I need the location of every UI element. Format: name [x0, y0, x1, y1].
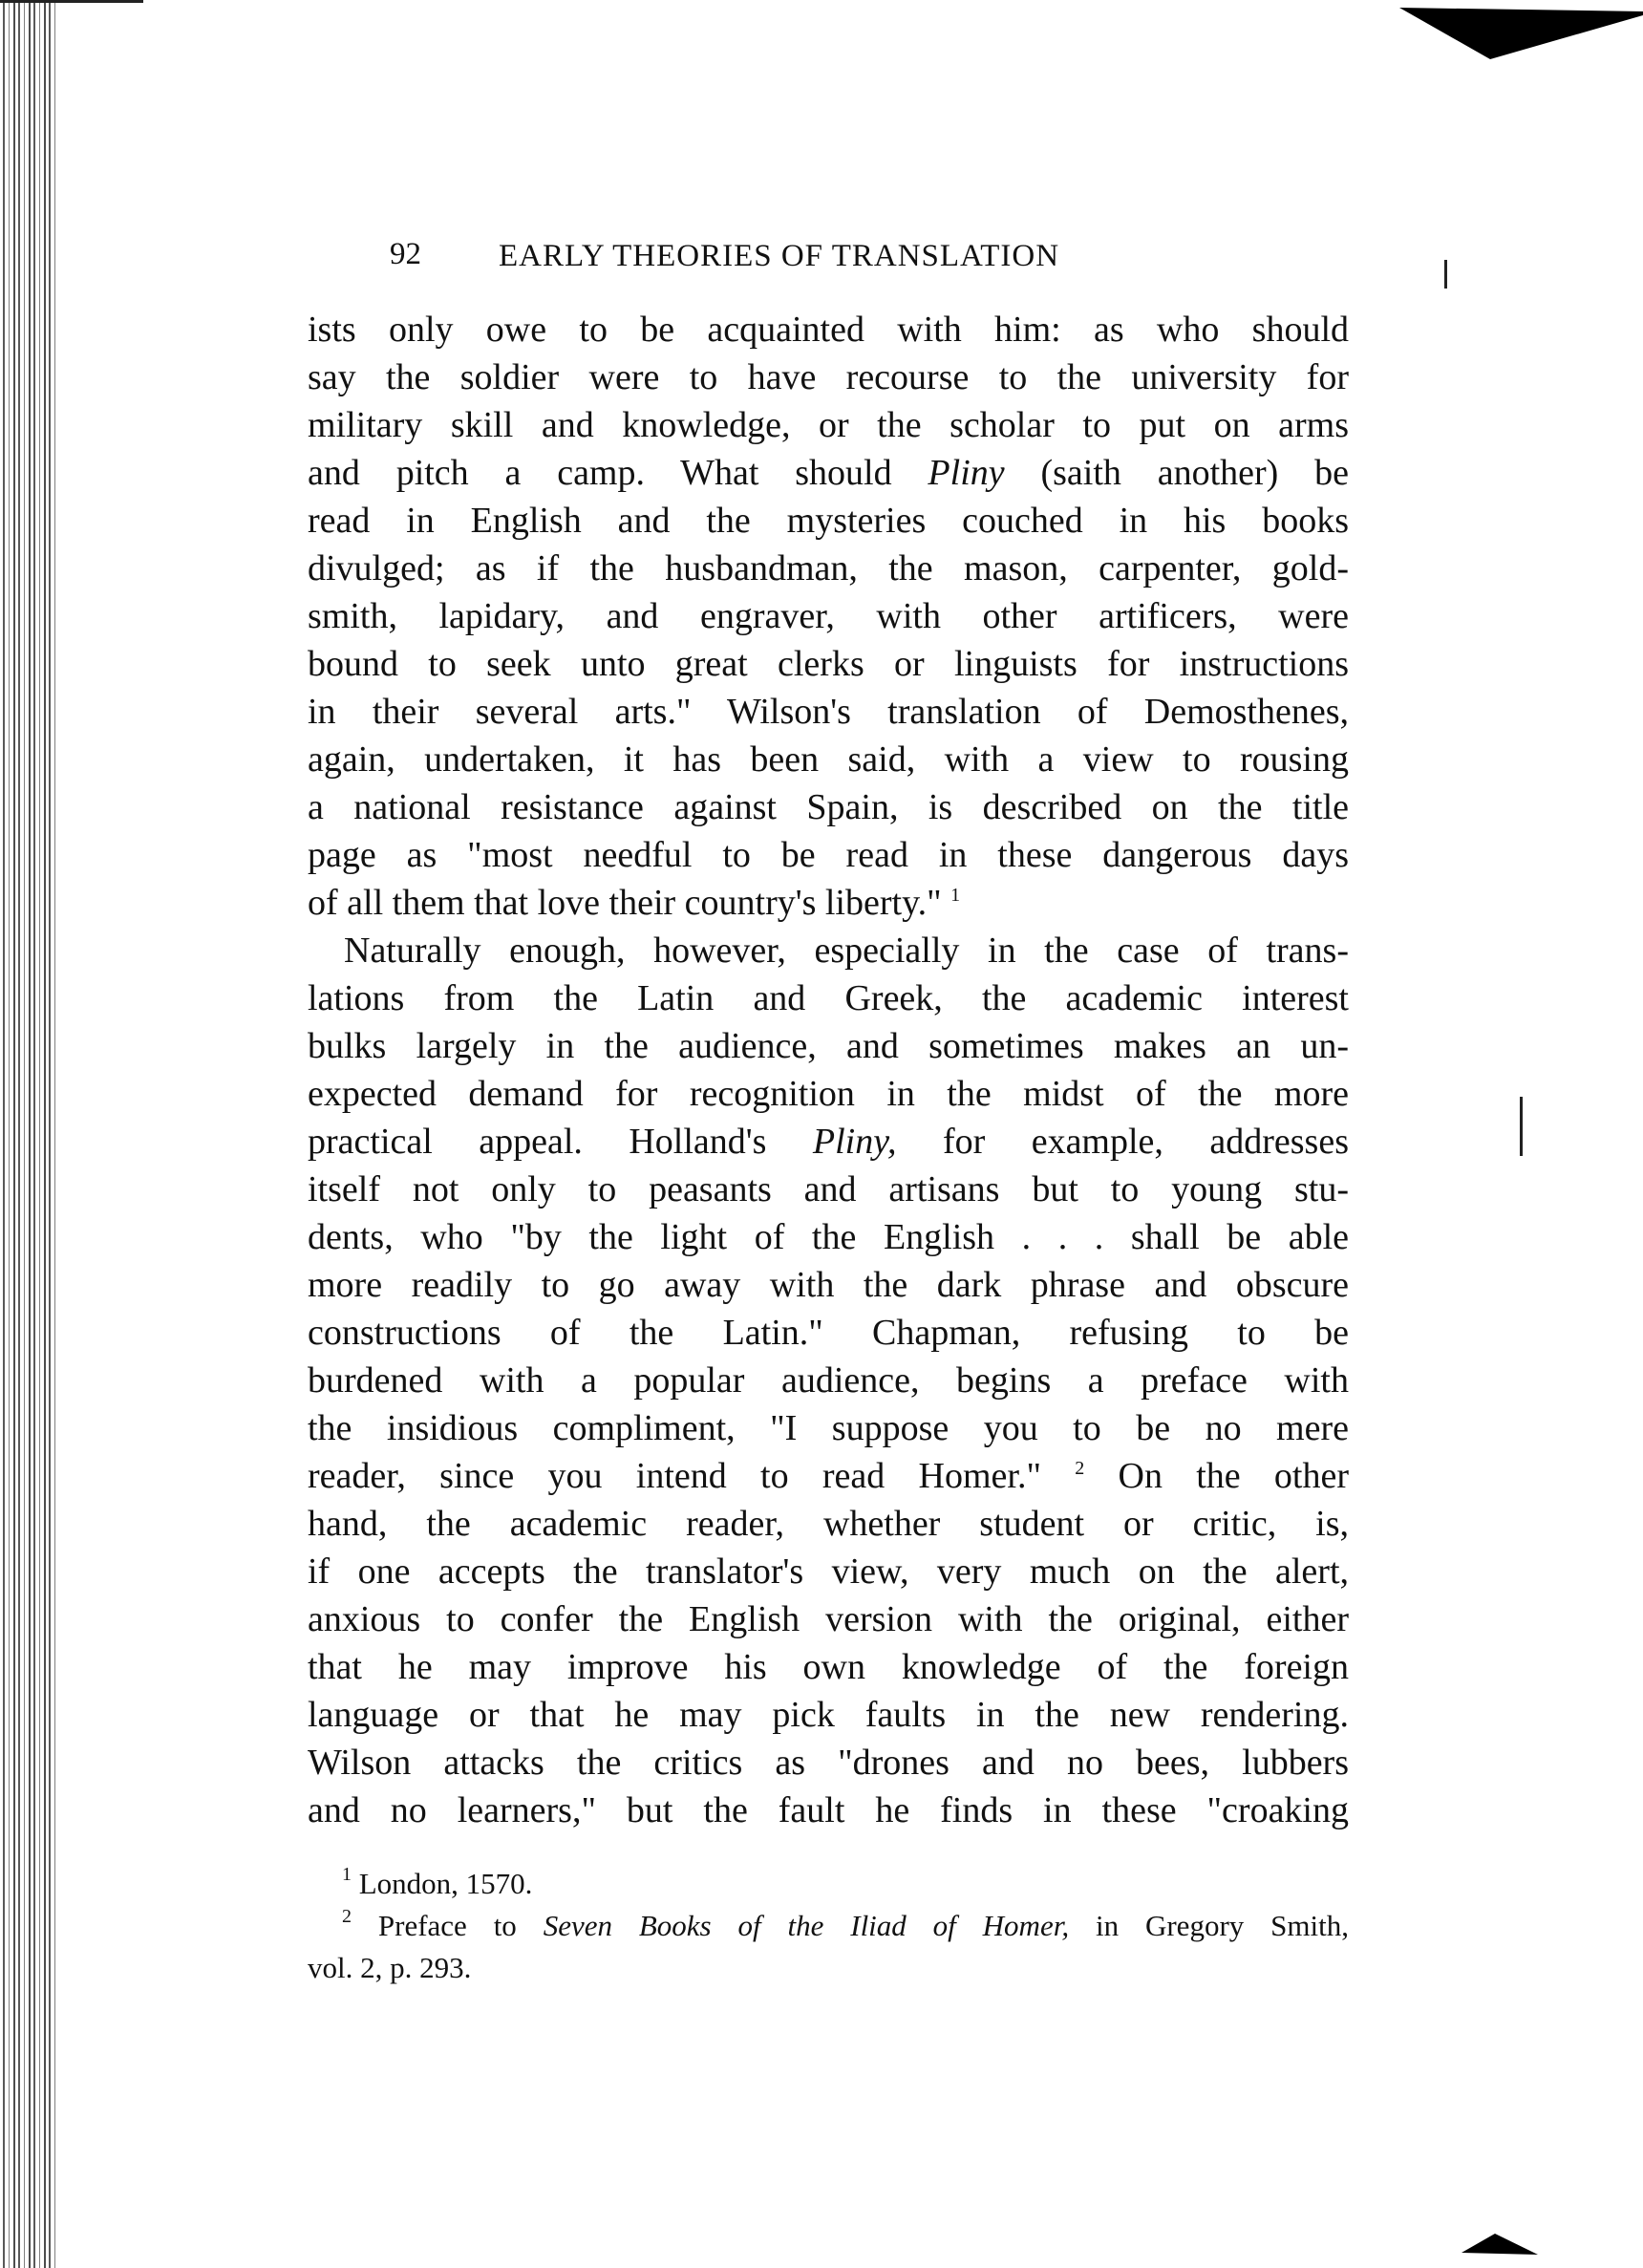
text-run: dents, who "by the light of the English . . . shall be able — [308, 1217, 1349, 1257]
text-run: Wilson attacks the critics as "drones and no bees, lubbers — [308, 1743, 1349, 1783]
footnote-line — [308, 1947, 1349, 1989]
text-run: more readily to go away with the dark phrase and obscure — [308, 1265, 1349, 1305]
text-run: vol. 2, p. 293. — [308, 1951, 472, 1984]
text-run: again, undertaken, it has been said, with a view to rousing — [308, 739, 1349, 780]
text-line — [308, 783, 1349, 831]
text-line — [308, 736, 1349, 783]
text-line — [308, 640, 1349, 688]
text-run: read in English and the mysteries couched in his books — [308, 501, 1349, 541]
text-run: military skill and knowledge, or the scholar to put on arms — [308, 405, 1349, 445]
italic-title: Pliny, — [812, 1122, 897, 1162]
text-line — [308, 1691, 1349, 1739]
text-run: lations from the Latin and Greek, the academic interest — [308, 978, 1349, 1018]
text-line — [308, 1404, 1349, 1452]
text-line — [308, 927, 1349, 974]
text-run: Preface to — [352, 1909, 544, 1942]
footnote-marker: 1 — [950, 885, 961, 906]
text-run: expected demand for recognition in the midst of the more — [308, 1074, 1349, 1114]
scan-corner-shadow — [1399, 8, 1643, 59]
text-line — [308, 1166, 1349, 1213]
text-run: a national resistance against Spain, is described on the title — [308, 787, 1349, 827]
text-line — [308, 879, 1349, 927]
text-line — [308, 449, 1349, 497]
footnote-line — [308, 1863, 1349, 1905]
scan-corner-shadow-bottom — [1462, 2234, 1538, 2255]
text-line — [308, 831, 1349, 879]
text-run: ists only owe to be acquainted with him: as who should — [308, 310, 1349, 350]
text-run: (saith another) be — [1004, 453, 1349, 493]
footnote-marker: 2 — [342, 1906, 352, 1927]
text-run: language or that he may pick faults in the new rendering. — [308, 1695, 1349, 1735]
text-run: say the soldier were to have recourse to the university for — [308, 357, 1349, 397]
text-line — [308, 1739, 1349, 1787]
text-run: for example, addresses — [896, 1122, 1349, 1162]
text-line — [308, 1643, 1349, 1691]
text-run: and no learners," but the fault he finds in these "croaking — [308, 1790, 1349, 1830]
text-run: burdened with a popular audience, begins a preface with — [308, 1360, 1349, 1401]
text-line — [308, 1070, 1349, 1118]
running-title: EARLY THEORIES OF TRANSLATION — [499, 239, 1060, 273]
body-text — [308, 306, 1349, 1834]
text-line — [308, 592, 1349, 640]
text-run: in their several arts." Wilson's translation of Demosthenes, — [308, 692, 1349, 732]
text-run: reader, since you intend to read Homer." — [308, 1456, 1076, 1496]
text-run: practical appeal. Holland's — [308, 1122, 813, 1162]
footnotes — [308, 1863, 1349, 1989]
text-line — [308, 306, 1349, 353]
text-run: smith, lapidary, and engraver, with other artificers, were — [308, 596, 1349, 636]
text-run: constructions of the Latin." Chapman, refusing to be — [308, 1313, 1349, 1353]
text-line — [308, 1787, 1349, 1834]
text-line — [308, 974, 1349, 1022]
text-line — [308, 1309, 1349, 1357]
footnote-marker: 2 — [1075, 1458, 1085, 1479]
text-run: anxious to confer the English version with the original, either — [308, 1599, 1349, 1639]
text-run: in Gregory Smith, — [1069, 1909, 1349, 1942]
text-run: bulks largely in the audience, and sometimes makes an un- — [308, 1026, 1349, 1066]
text-run: divulged; as if the husbandman, the mason, carpenter, gold- — [308, 548, 1349, 588]
footnote-marker: 1 — [342, 1864, 352, 1885]
text-line — [308, 401, 1349, 449]
italic-title: Pliny — [928, 453, 1005, 493]
scan-mark — [1520, 1097, 1523, 1156]
text-line — [308, 545, 1349, 592]
scan-mark — [1444, 260, 1447, 289]
text-line — [308, 1357, 1349, 1404]
text-run: London, 1570. — [352, 1867, 533, 1900]
text-line — [308, 1261, 1349, 1309]
text-line — [308, 353, 1349, 401]
text-run: page as "most needful to be read in these dangerous days — [308, 835, 1349, 875]
text-line — [308, 1500, 1349, 1548]
text-run: if one accepts the translator's view, very much on the alert, — [308, 1551, 1349, 1592]
text-run: itself not only to peasants and artisans but to young stu- — [308, 1169, 1349, 1209]
text-run: that he may improve his own knowledge of the foreign — [308, 1647, 1349, 1687]
text-run: and pitch a camp. What should — [308, 453, 928, 493]
italic-title: Seven Books of the Iliad of Homer, — [543, 1909, 1070, 1942]
text-line — [308, 1022, 1349, 1070]
text-line — [308, 1118, 1349, 1166]
text-run: the insidious compliment, "I suppose you to be no mere — [308, 1408, 1349, 1448]
text-line — [308, 497, 1349, 545]
text-line — [308, 1213, 1349, 1261]
text-run: of all them that love their country's liberty." — [308, 883, 951, 923]
text-run: On the other — [1084, 1456, 1349, 1496]
text-run: bound to seek unto great clerks or linguists for instructions — [308, 644, 1349, 684]
text-line — [308, 1595, 1349, 1643]
text-line — [308, 1452, 1349, 1500]
text-run: hand, the academic reader, whether student or critic, is, — [308, 1504, 1349, 1544]
page-number: 92 — [390, 237, 421, 271]
footnote-line — [308, 1905, 1349, 1947]
page-header — [390, 237, 1221, 279]
text-line — [308, 1548, 1349, 1595]
text-run: Naturally enough, however, especially in the case of trans- — [308, 931, 1349, 971]
text-line — [308, 688, 1349, 736]
